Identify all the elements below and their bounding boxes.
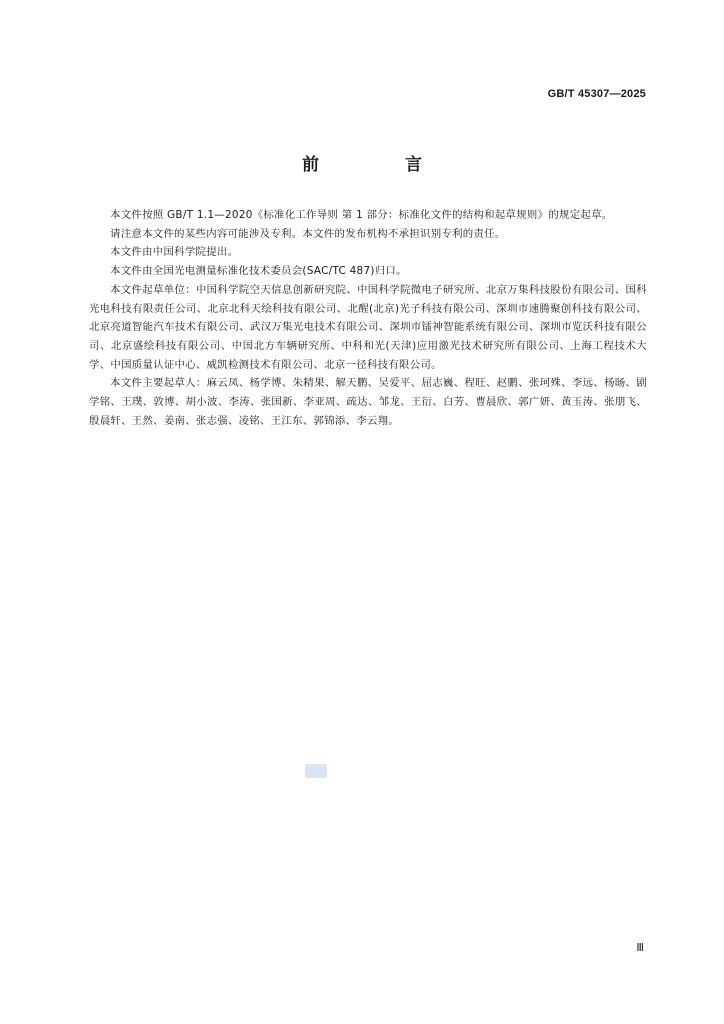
- paragraph-drafting-units: 本文件起草单位：中国科学院空天信息创新研究院、中国科学院微电子研究所、北京万集科技股份有限公司、国科光电科技有限责任公司、北京北科天绘科技有限公司、北醒(北京)光子科技有限公司、深圳市速腾聚创科技有限公司、北京亮道智能汽车技术有限公司、武汉万集光电技术有限公司、深圳市镭神智能系统有限公司、深圳市览沃科技有限公司、北京盛绘科技有限公司、中国北方车辆研究所、中科和光(天津)应用激光技术研究所有限公司、上海工程技术大学、中国质量认证中心、威凯检测技术有限公司、北京一径科技有限公司。: [89, 283, 647, 371]
- paragraph-drafters: 本文件主要起草人：麻云凤、杨学博、朱精果、解天鹏、吴爱平、屈志巍、程旺、赵鹏、张珂殊、李远、杨旸、剧学铭、王璞、敦博、胡小波、李涛、张国新、李亚周、疏达、邹龙、王衍、白芳、曹晨欣、郭广妍、黄玉涛、张朋飞、殷晨轩、王然、姜南、张志强、凌铭、王江东、郭锦添、李云翔。: [89, 377, 647, 427]
- page-title: 前 言: [302, 155, 462, 175]
- paragraph-committee: 本文件由全国光电测量标准化技术委员会(SAC/TC 487)归口。: [110, 265, 407, 278]
- sac-watermark-logo: [305, 764, 327, 778]
- document-body: [89, 206, 647, 430]
- paragraph-proposer: 本文件由中国科学院提出。: [110, 246, 239, 259]
- standard-code: GB/T 45307—2025: [547, 88, 646, 100]
- paragraph-patent-notice: 请注意本文件的某些内容可能涉及专利。本文件的发布机构不承担识别专利的责任。: [110, 227, 506, 240]
- paragraph-drafting-rules: 本文件按照 GB/T 1.1—2020《标准化工作导则 第 1 部分：标准化文件的结构和起草规则》的规定起草。: [110, 209, 613, 221]
- page-number: Ⅲ: [636, 942, 644, 954]
